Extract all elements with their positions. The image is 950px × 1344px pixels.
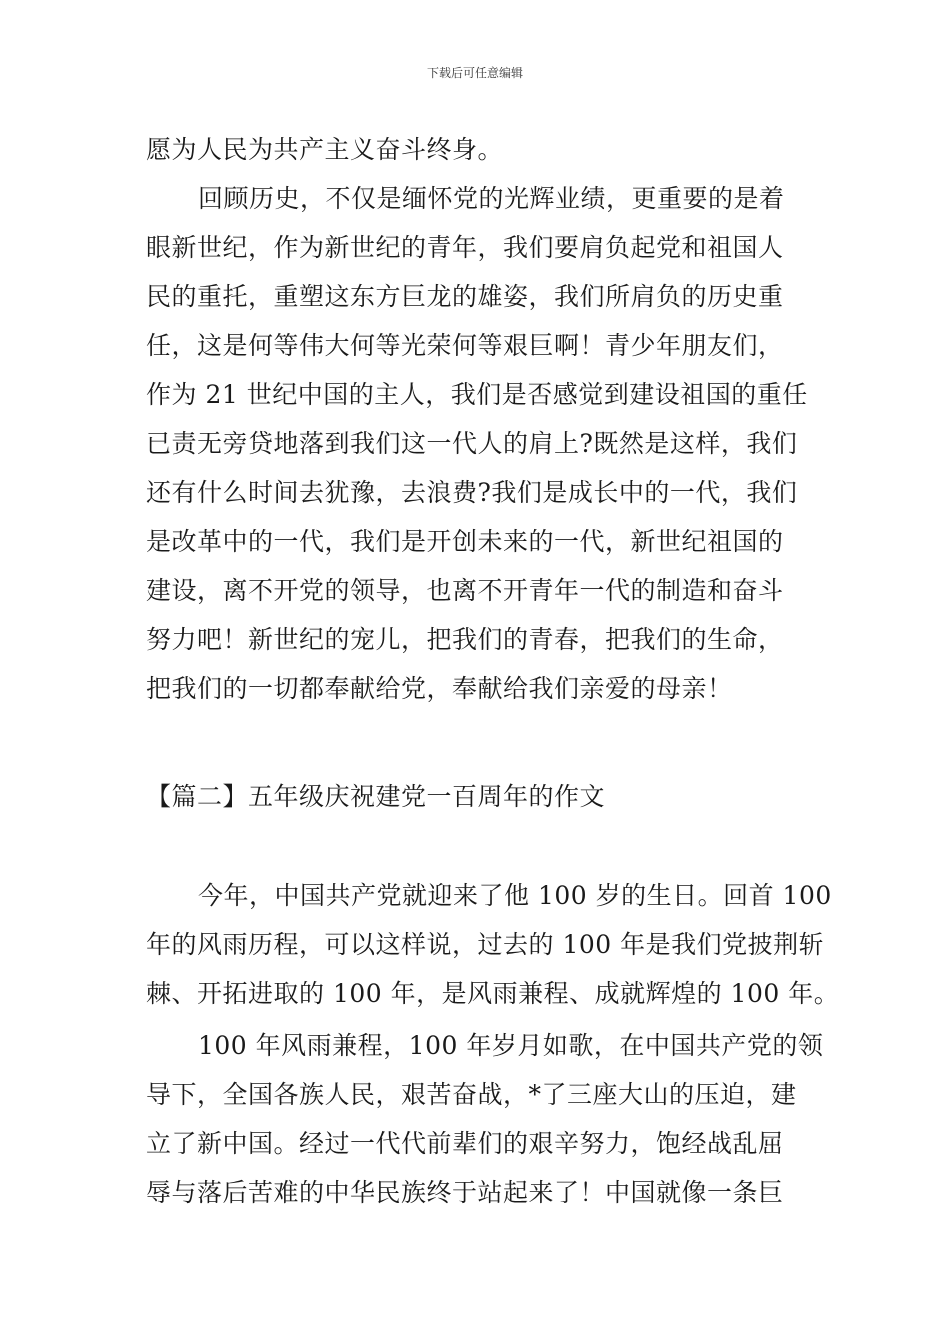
text-line: 建设，离不开党的领导，也离不开青年一代的制造和奋斗 xyxy=(146,576,784,605)
paragraph-birthday xyxy=(146,871,840,1018)
text-line: 今年，中国共产党就迎来了他 100 岁的生日。回首 100 xyxy=(198,881,832,910)
text-line: 是改革中的一代，我们是开创未来的一代，新世纪祖国的 xyxy=(146,527,784,556)
text-line: 努力吧！新世纪的宠儿，把我们的青春，把我们的生命， xyxy=(146,625,784,654)
text-line: 年的风雨历程，可以这样说，过去的 100 年是我们党披荆斩 xyxy=(146,930,825,959)
text-line: 立了新中国。经过一代代前辈们的艰辛努力，饱经战乱屈 xyxy=(146,1129,784,1158)
text-line: 任，这是何等伟大何等光荣何等艰巨啊！青少年朋友们， xyxy=(146,331,784,360)
text-line: 民的重托，重塑这东方巨龙的雄姿，我们所肩负的历史重 xyxy=(146,282,784,311)
text-line: 眼新世纪，作为新世纪的青年，我们要肩负起党和祖国人 xyxy=(146,233,784,262)
section-heading: 【篇二】五年级庆祝建党一百周年的作文 xyxy=(146,782,606,811)
text-line: 辱与落后苦难的中华民族终于站起来了！中国就像一条巨 xyxy=(146,1178,784,1207)
text-line: 回顾历史，不仅是缅怀党的光辉业绩，更重要的是着 xyxy=(198,184,785,213)
text-line: 导下，全国各族人民，艰苦奋战，*了三座大山的压迫，建 xyxy=(146,1080,797,1109)
text-line: 还有什么时间去犹豫，去浪费?我们是成长中的一代，我们 xyxy=(146,478,798,507)
text-line: 作为 21 世纪中国的主人，我们是否感觉到建设祖国的重任 xyxy=(146,380,808,409)
text-line: 把我们的一切都奉献给党，奉献给我们亲爱的母亲！ xyxy=(146,674,733,703)
paragraph-history xyxy=(146,174,811,713)
page-header-note: 下载后可任意编辑 xyxy=(426,66,523,80)
text-line: 愿为人民为共产主义奋斗终身。 xyxy=(146,135,504,164)
paragraph-tail xyxy=(146,125,811,174)
text-line: 已责无旁贷地落到我们这一代人的肩上?既然是这样，我们 xyxy=(146,429,798,458)
paragraph-journey xyxy=(146,1021,824,1217)
text-line: 100 年风雨兼程，100 年岁月如歌，在中国共产党的领 xyxy=(198,1031,824,1060)
section-title xyxy=(146,772,811,821)
text-line: 棘、开拓进取的 100 年，是风雨兼程、成就辉煌的 100 年。 xyxy=(146,979,840,1008)
